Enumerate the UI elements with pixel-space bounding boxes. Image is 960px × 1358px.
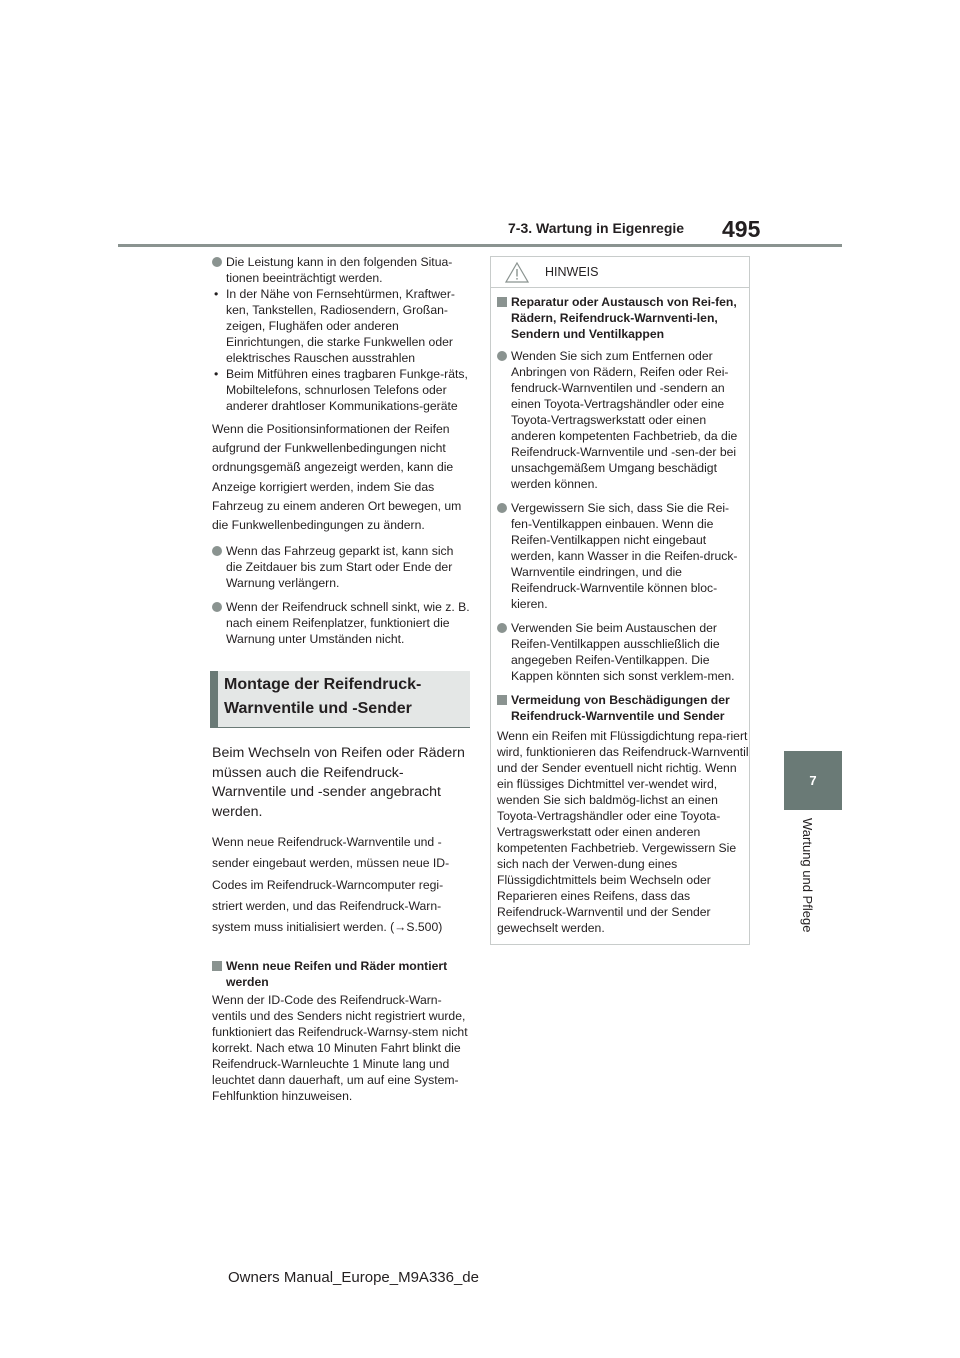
bullet-text: Die Leistung kann in den folgenden Situa-tionen beeinträchtigt werden. (226, 255, 453, 285)
warning-triangle-icon (505, 262, 529, 287)
bullet-dot-icon (497, 623, 507, 633)
sub-item-text: Beim Mitführen eines tragbaren Funkge-räts, Mobiltelefons, schnurlosen Telefons oder anderer drahtloser Kommunikations-geräte (226, 367, 468, 413)
bullet-text: Wenn das Fahrzeug geparkt ist, kann sich die Zeitdauer bis zum Start oder Ende der Warnung verlängern. (226, 544, 454, 591)
sub-item (212, 286, 470, 366)
sub-bullet-icon: • (214, 367, 219, 381)
sub-bullet-icon: • (214, 287, 219, 301)
bullet-item (497, 620, 749, 684)
section-title-rule (210, 727, 470, 728)
notice-body-text: Wenn ein Reifen mit Flüssigdichtung repa-riert wird, funktionieren das Reifendruck-Warnventil und der Sender eventuell nicht richtig. Wenn ein flüssiges Dichtmittel ver-wendet wird, wenden Sie sich baldmög-lichst an einen Toyota-Vertragshändler oder eine Toyota-Vertragswerkstatt oder einen anderen kompetenten Fachbetrieb. Vergewissern Sie sich nach der Verwen-dung eines Flüssigdichtmittels beim Wechseln oder Reparieren eines Reifens, dass das Reifendruck-Warnventil und der Sender gewechselt werden. (497, 729, 749, 935)
chapter-number: 7 (809, 773, 817, 788)
bullet-text: Vergewissern Sie sich, dass Sie die Rei-fen-Ventilkappen einbauen. Wenn die Reifen-Ventilkappen nicht eingebaut werden, kann Wasser in die Reifen-druck-Warnventile eindringen, und die Reifendruck-Warnventile können bloc-kieren. (511, 501, 738, 611)
bullet-item (497, 348, 749, 492)
notice-heading (497, 294, 749, 342)
section-intro: Beim Wechseln von Reifen oder Rädern müssen auch die Reifendruck-Warnventile und -sender angebracht werden. (212, 745, 465, 820)
section-body: Wenn neue Reifendruck-Warnventile und -sender eingebaut werden, müssen neue ID-Codes im Reifendruck-Warncomputer regi-striert werden, und das Reifendruck-Warn-system muss initialisiert werden. (→S.500) (212, 835, 450, 935)
paragraph: Wenn die Positionsinformationen der Reifen aufgrund der Funkwellenbedingungen nicht ordnungsgemäß angezeigt werden, kann die Anzeige korrigiert werden, indem Sie das Fahrzeug zu einem anderen Ort bewegen, um die Funkwellenbedingungen zu ändern. (212, 422, 462, 533)
bullet-dot-icon (212, 546, 222, 556)
notice-body (491, 288, 749, 944)
square-bullet-icon (497, 695, 507, 705)
notice-heading-text: Vermeidung von Beschädigungen der Reifendruck-Warnventile und Sender (511, 693, 730, 723)
sub-item (212, 366, 470, 414)
bullet-dot-icon (212, 257, 222, 267)
right-column (490, 256, 750, 945)
bullet-dot-icon (497, 503, 507, 513)
bullet-dot-icon (497, 351, 507, 361)
bullet-item (212, 543, 470, 591)
chapter-label-text: Wartung und Pflege (800, 818, 815, 933)
square-bullet-icon (497, 297, 507, 307)
notice-header (491, 257, 749, 288)
bullet-item (497, 500, 749, 612)
sub-heading (212, 958, 470, 990)
footer-text: Owners Manual_Europe_M9A336_de (228, 1269, 479, 1286)
bullet-text: Verwenden Sie beim Austauschen der Reifen-Ventilkappen ausschließlich die angegeben Reifen-Ventilkappen. Die Kappen könnten sich sonst verklem-men. (511, 621, 735, 683)
bullet-text: Wenden Sie sich zum Entfernen oder Anbringen von Rädern, Reifen oder Rei-fendruck-Warnventilen und -sendern an einen Toyota-Vertragshändler oder eine Toyota-Vertragswerkstatt oder einen anderen kompetenten Fachbetrieb, da die Reifendruck-Warnventile und -sen-der bei unsachgemäßem Umgang beschädigt werden können. (511, 349, 738, 491)
section-title: Montage der Reifendruck-Warnventile und -Sender (210, 671, 470, 727)
notice-heading-text: Reparatur oder Austausch von Rei-fen, Rädern, Reifendruck-Warnventi-len, Sendern und Ventilkappen (511, 295, 737, 341)
left-column (212, 254, 470, 1112)
bullet-item (212, 599, 470, 647)
notice-heading (497, 692, 749, 724)
sub-heading-text: Wenn neue Reifen und Räder montiert werden (226, 959, 448, 990)
chapter-label (797, 818, 817, 948)
page-number: 495 (722, 216, 761, 242)
chapter-tab (784, 751, 842, 810)
sub-item-text: In der Nähe von Fernsehtürmen, Kraftwer-ken, Tankstellen, Radiosendern, Großan-zeigen, Flughäfen oder anderen Einrichtungen, die starke Funkwellen oder elektrisches Rauschen ausstrahlen (226, 287, 455, 365)
notice-box (490, 256, 750, 945)
bullet-text: Wenn der Reifendruck schnell sinkt, wie z. B. nach einem Reifenplatzer, funktioniert die Warnung unter Umständen nicht. (226, 600, 470, 647)
header-rule (118, 244, 842, 247)
bullet-item (212, 254, 470, 286)
section-header: 7-3. Wartung in Eigenregie (508, 220, 685, 236)
sub-heading-body: Wenn der ID-Code des Reifendruck-Warn-ventils und des Senders nicht registriert wurde, funktioniert das Reifendruck-Warnsy-stem nicht korrekt. Nach etwa 10 Minuten Fahrt blinkt die Reifendruck-Warnleuchte 1 Minute lang und leuchtet dann dauerhaft, um auf eine System-Fehlfunktion hinzuweisen. (212, 993, 468, 1104)
bullet-dot-icon (212, 602, 222, 612)
notice-title: HINWEIS (545, 265, 599, 279)
square-bullet-icon (212, 961, 222, 971)
